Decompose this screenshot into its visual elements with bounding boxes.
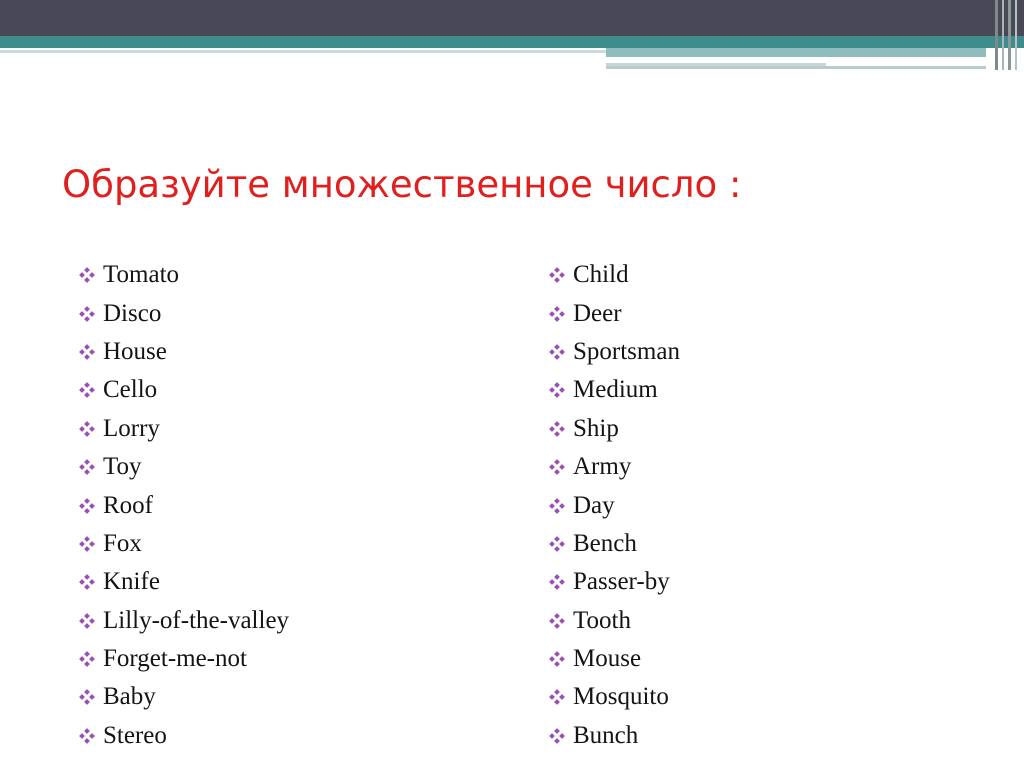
word-list-item (546, 602, 680, 640)
four-diamond-bullet-icon (76, 498, 98, 514)
header-teal-band (0, 36, 1024, 48)
word-label: Sportsman (573, 337, 680, 365)
word-label: Army (573, 453, 632, 481)
word-list-item (76, 678, 289, 716)
four-diamond-bullet-icon (76, 536, 98, 552)
four-diamond-bullet-icon (546, 498, 568, 514)
word-list-item (76, 486, 289, 524)
word-label: House (103, 337, 167, 365)
word-list-item (76, 294, 289, 332)
four-diamond-bullet-icon (76, 689, 98, 705)
header-vertical-stripe (995, 0, 998, 70)
word-label: Disco (103, 299, 162, 327)
four-diamond-bullet-icon (76, 344, 98, 360)
four-diamond-bullet-icon (546, 689, 568, 705)
word-list-item (76, 256, 289, 294)
four-diamond-bullet-icon (76, 421, 98, 437)
word-list-item (76, 448, 289, 486)
four-diamond-bullet-icon (546, 574, 568, 590)
left-word-list (76, 256, 289, 755)
four-diamond-bullet-icon (546, 459, 568, 475)
four-diamond-bullet-icon (76, 613, 98, 629)
word-label: Fox (103, 529, 142, 557)
word-label: Mosquito (573, 683, 669, 711)
word-label: Knife (103, 568, 160, 596)
word-list-item (546, 717, 680, 755)
word-list-item (546, 256, 680, 294)
word-list-item (76, 563, 289, 601)
word-list-item (546, 371, 680, 409)
word-list-item (546, 294, 680, 332)
word-list-item (76, 717, 289, 755)
four-diamond-bullet-icon (546, 728, 568, 744)
word-label: Bunch (573, 721, 639, 749)
four-diamond-bullet-icon (76, 267, 98, 283)
word-list-item (76, 333, 289, 371)
four-diamond-bullet-icon (76, 382, 98, 398)
word-list-item (546, 448, 680, 486)
four-diamond-bullet-icon (546, 536, 568, 552)
word-label: Tomato (103, 261, 180, 289)
word-list-item (546, 563, 680, 601)
four-diamond-bullet-icon (76, 651, 98, 667)
header-accent-line (0, 50, 606, 53)
word-list-item (546, 678, 680, 716)
header-vertical-stripe (1015, 0, 1017, 70)
word-label: Roof (103, 491, 153, 519)
word-list-item (76, 371, 289, 409)
four-diamond-bullet-icon (546, 344, 568, 360)
four-diamond-bullet-icon (76, 728, 98, 744)
word-label: Lorry (103, 414, 160, 442)
four-diamond-bullet-icon (546, 306, 568, 322)
word-label: Baby (103, 683, 156, 711)
word-label: Mouse (573, 645, 642, 673)
four-diamond-bullet-icon (546, 613, 568, 629)
word-list-item (546, 410, 680, 448)
word-list-item (546, 333, 680, 371)
word-label: Lilly-of-the-valley (103, 606, 290, 634)
word-label: Child (573, 261, 629, 289)
four-diamond-bullet-icon (76, 459, 98, 475)
word-label: Passer-by (573, 568, 670, 596)
word-label: Ship (573, 414, 619, 442)
header-accent-line (606, 66, 986, 69)
word-list-item (76, 640, 289, 678)
header-vertical-stripe (1008, 0, 1011, 70)
word-list-item (76, 525, 289, 563)
word-label: Day (573, 491, 615, 519)
right-word-list (546, 256, 680, 755)
four-diamond-bullet-icon (546, 421, 568, 437)
header-accent-block (606, 48, 986, 57)
word-list-item (546, 640, 680, 678)
header-dark-bar (0, 0, 1024, 36)
word-label: Medium (573, 376, 658, 404)
header-vertical-stripe (1002, 0, 1004, 70)
four-diamond-bullet-icon (546, 651, 568, 667)
four-diamond-bullet-icon (546, 382, 568, 398)
word-label: Stereo (103, 721, 167, 749)
four-diamond-bullet-icon (76, 574, 98, 590)
word-label: Bench (573, 529, 637, 557)
word-label: Toy (103, 453, 142, 481)
word-list-item (76, 602, 289, 640)
four-diamond-bullet-icon (546, 267, 568, 283)
slide-title: Образуйте множественное число : (62, 163, 742, 206)
word-label: Forget-me-not (103, 645, 247, 673)
word-label: Tooth (573, 606, 631, 634)
word-label: Deer (573, 299, 622, 327)
four-diamond-bullet-icon (76, 306, 98, 322)
word-label: Cello (103, 376, 158, 404)
word-list-item (76, 410, 289, 448)
word-list-item (546, 525, 680, 563)
word-list-item (546, 486, 680, 524)
